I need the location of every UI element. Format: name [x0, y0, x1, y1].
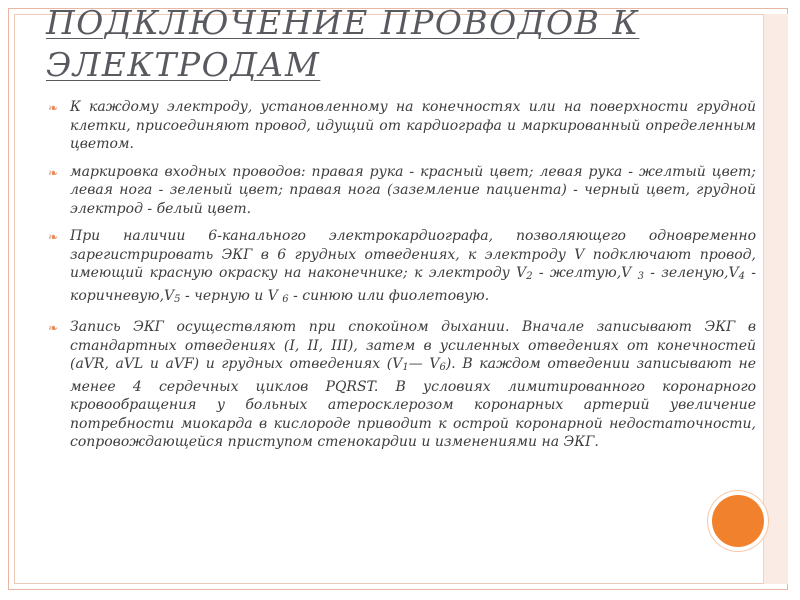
- leaf-bullet-icon: ❧: [48, 101, 59, 115]
- leaf-bullet-icon: ❧: [48, 321, 59, 335]
- bullet-text: маркировка входных проводов: правая рука - красный цвет; левая рука - желтый цвет; левая нога - зеленый цвет; правая нога (заземление пациента) - черный цвет, грудной электрод - белый цвет.: [70, 163, 756, 217]
- leaf-bullet-icon: ❧: [48, 165, 59, 180]
- bullet-text: К каждому электроду, установленному на конечностях или на поверхности грудной клетки, присоединяют провод, идущий от кардиографа и маркированный определенным цветом.: [70, 99, 756, 152]
- slide-title: ПОДКЛЮЧЕНИЕ ПРОВОДОВ К ЭЛЕКТРОДАМ: [46, 3, 640, 84]
- bullet-item-wire-colors: [48, 163, 756, 219]
- bullet-item-electrode-wires: [48, 98, 756, 154]
- bullet-list: [48, 98, 756, 461]
- bullet-item-ecg-recording: [48, 318, 756, 452]
- bullet-text: Запись ЭКГ осуществляют при спокойном дыхании. Вначале записывают ЭКГ в стандартных отведениях (I, II, III), затем в усиленных отведениях от конечностей (aVR, aVL и aVF) и грудных отведениях ($V_1—$ $V_6$). В каждом отведении записывают не менее 4 сердечных циклов PQRST. В условиях лимитированного коронарного кровообращения у больных атеросклерозом коронарных артерий увеличение потребности миокарда в кислороде приводит к острой коронарной недостаточности, сопровождающейся приступом стенокардии и изменениями на ЭКГ.: [70, 319, 756, 450]
- leaf-bullet-icon: ❧: [48, 230, 59, 244]
- bullet-text: При наличии 6-канального электрокардиографа, позволяющего одновременно зарегистрировать ЭКГ в 6 грудных отведениях, к электроду V подключают провод, имеющий красную окраску на наконечнике; к электроду $V_2$ - желтую,V $_3 - зеленую,V_4$ - $коричневую,V_5$ - черную и V $_6$ - синюю или фиолетовую.: [70, 228, 757, 305]
- decorative-orange-circle: [712, 495, 764, 547]
- bullet-item-six-channel: [48, 227, 756, 309]
- decorative-side-strip: [763, 14, 788, 584]
